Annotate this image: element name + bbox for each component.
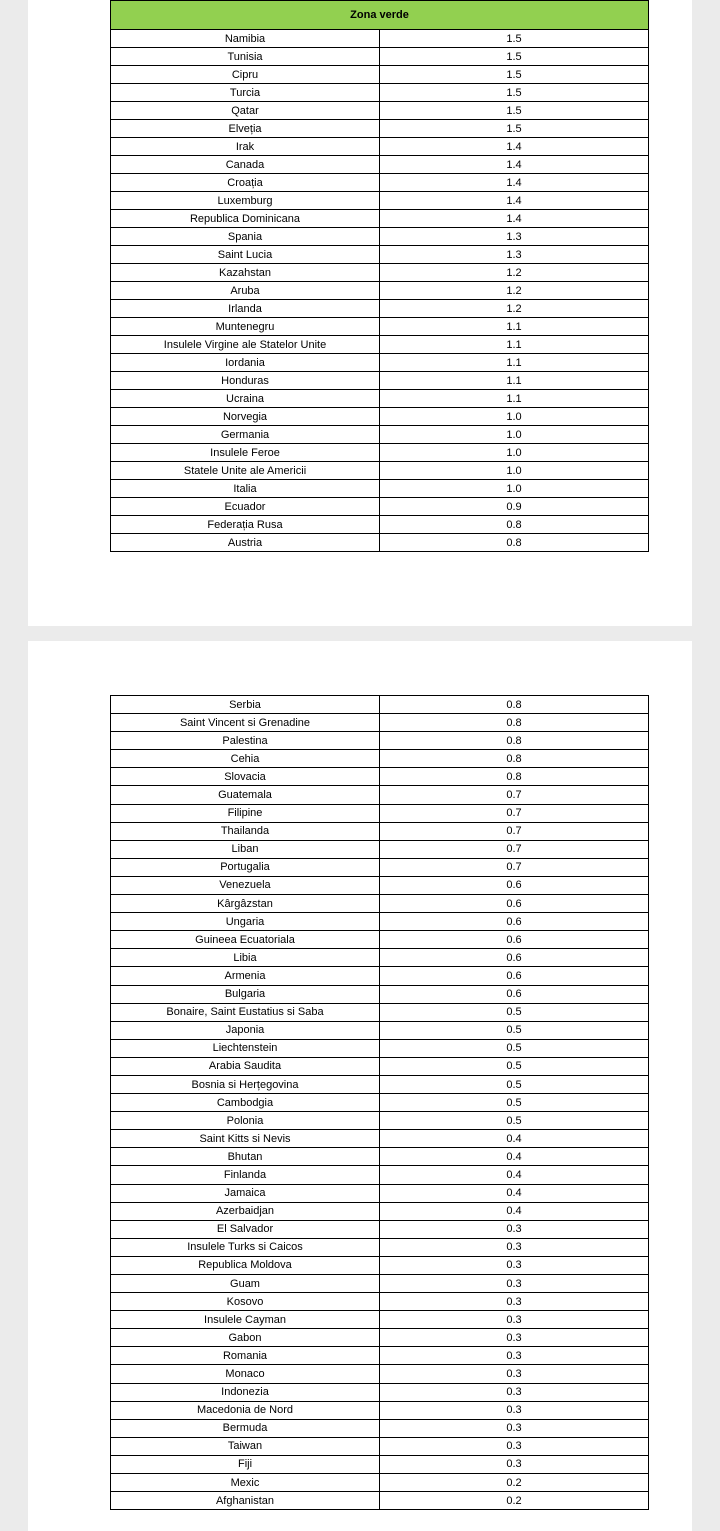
table-row <box>111 1347 649 1365</box>
country-cell: Azerbaidjan <box>111 1202 380 1220</box>
country-cell: Japonia <box>111 1021 380 1039</box>
table-row <box>111 1184 649 1202</box>
country-cell: Irak <box>111 138 380 156</box>
rate-cell: 1.4 <box>380 192 649 210</box>
rate-cell: 0.3 <box>380 1238 649 1256</box>
country-cell: Fiji <box>111 1455 380 1473</box>
table-row <box>111 804 649 822</box>
rate-cell: 1.4 <box>380 210 649 228</box>
rate-cell: 0.6 <box>380 967 649 985</box>
country-cell: Croația <box>111 174 380 192</box>
country-cell: Cehia <box>111 750 380 768</box>
table-row <box>111 372 649 390</box>
rate-cell: 1.5 <box>380 84 649 102</box>
rate-cell: 1.0 <box>380 408 649 426</box>
country-cell: Iordania <box>111 354 380 372</box>
rate-cell: 0.8 <box>380 732 649 750</box>
table-row <box>111 858 649 876</box>
table-row <box>111 228 649 246</box>
table-row <box>111 840 649 858</box>
rate-cell: 0.8 <box>380 534 649 552</box>
rate-cell: 0.8 <box>380 768 649 786</box>
rate-cell: 1.5 <box>380 102 649 120</box>
country-cell: Canada <box>111 156 380 174</box>
table-row <box>111 1057 649 1075</box>
rate-cell: 0.3 <box>380 1419 649 1437</box>
country-cell: Muntenegru <box>111 318 380 336</box>
country-cell: Afghanistan <box>111 1492 380 1510</box>
table-row <box>111 480 649 498</box>
country-cell: Ungaria <box>111 913 380 931</box>
country-cell: Insulele Cayman <box>111 1311 380 1329</box>
table-row <box>111 462 649 480</box>
table-row <box>111 336 649 354</box>
rate-cell: 1.4 <box>380 174 649 192</box>
rate-cell: 0.8 <box>380 516 649 534</box>
table-row <box>111 1039 649 1057</box>
country-cell: Finlanda <box>111 1166 380 1184</box>
rate-cell: 1.0 <box>380 480 649 498</box>
table-row <box>111 1148 649 1166</box>
rate-cell: 0.3 <box>380 1455 649 1473</box>
green-zone-table <box>110 0 649 552</box>
table-row <box>111 1021 649 1039</box>
rate-cell: 0.5 <box>380 1057 649 1075</box>
country-cell: Guineea Ecuatoriala <box>111 931 380 949</box>
rate-cell: 1.0 <box>380 462 649 480</box>
table-row <box>111 1293 649 1311</box>
rate-cell: 0.6 <box>380 913 649 931</box>
table-title: Zona verde <box>111 1 649 30</box>
table-row <box>111 1220 649 1238</box>
table-row <box>111 282 649 300</box>
table-row <box>111 1003 649 1021</box>
rate-cell: 0.3 <box>380 1293 649 1311</box>
country-cell: Filipine <box>111 804 380 822</box>
table-row <box>111 1401 649 1419</box>
country-cell: Ecuador <box>111 498 380 516</box>
table-row <box>111 714 649 732</box>
rate-cell: 0.6 <box>380 985 649 1003</box>
rate-cell: 0.6 <box>380 876 649 894</box>
table-body <box>111 30 649 552</box>
rate-cell: 0.4 <box>380 1130 649 1148</box>
country-cell: Insulele Virgine ale Statelor Unite <box>111 336 380 354</box>
rate-cell: 0.8 <box>380 714 649 732</box>
rate-cell: 0.3 <box>380 1256 649 1274</box>
rate-cell: 0.8 <box>380 696 649 714</box>
rate-cell: 1.5 <box>380 30 649 48</box>
table-row <box>111 408 649 426</box>
country-cell: Palestina <box>111 732 380 750</box>
rate-cell: 0.4 <box>380 1166 649 1184</box>
rate-cell: 0.6 <box>380 931 649 949</box>
table-row <box>111 426 649 444</box>
country-cell: Kârgâzstan <box>111 895 380 913</box>
country-cell: Luxemburg <box>111 192 380 210</box>
table-row <box>111 84 649 102</box>
table-row <box>111 66 649 84</box>
table-row <box>111 732 649 750</box>
table-row <box>111 174 649 192</box>
country-cell: Namibia <box>111 30 380 48</box>
table-body <box>111 696 649 1510</box>
table-row <box>111 498 649 516</box>
table-row <box>111 156 649 174</box>
country-cell: Ucraina <box>111 390 380 408</box>
rate-cell: 0.3 <box>380 1437 649 1455</box>
country-cell: Romania <box>111 1347 380 1365</box>
country-cell: Federația Rusa <box>111 516 380 534</box>
rate-cell: 0.5 <box>380 1112 649 1130</box>
country-cell: Thailanda <box>111 822 380 840</box>
country-cell: Spania <box>111 228 380 246</box>
table-row <box>111 534 649 552</box>
country-cell: Aruba <box>111 282 380 300</box>
table-row <box>111 822 649 840</box>
rate-cell: 0.7 <box>380 786 649 804</box>
table-row <box>111 246 649 264</box>
country-cell: Armenia <box>111 967 380 985</box>
country-cell: Cambodgia <box>111 1094 380 1112</box>
rate-cell: 0.3 <box>380 1383 649 1401</box>
country-cell: Macedonia de Nord <box>111 1401 380 1419</box>
table-row <box>111 1311 649 1329</box>
rate-cell: 1.2 <box>380 264 649 282</box>
rate-cell: 1.4 <box>380 138 649 156</box>
country-cell: Monaco <box>111 1365 380 1383</box>
country-cell: Venezuela <box>111 876 380 894</box>
rate-cell: 0.3 <box>380 1347 649 1365</box>
country-cell: Saint Lucia <box>111 246 380 264</box>
table-row <box>111 1419 649 1437</box>
table-header-row <box>111 1 649 30</box>
country-cell: Irlanda <box>111 300 380 318</box>
table-row <box>111 516 649 534</box>
table-row <box>111 48 649 66</box>
rate-cell: 1.2 <box>380 300 649 318</box>
country-cell: Saint Kitts si Nevis <box>111 1130 380 1148</box>
rate-cell: 1.2 <box>380 282 649 300</box>
country-cell: Guatemala <box>111 786 380 804</box>
table-row <box>111 318 649 336</box>
table-row <box>111 768 649 786</box>
country-cell: Liban <box>111 840 380 858</box>
rate-cell: 0.5 <box>380 1039 649 1057</box>
country-cell: Bulgaria <box>111 985 380 1003</box>
document-page-1 <box>28 0 692 626</box>
rate-cell: 0.5 <box>380 1021 649 1039</box>
country-cell: Republica Moldova <box>111 1256 380 1274</box>
country-cell: Liechtenstein <box>111 1039 380 1057</box>
table-row <box>111 1112 649 1130</box>
table-row <box>111 696 649 714</box>
country-cell: Qatar <box>111 102 380 120</box>
country-cell: Portugalia <box>111 858 380 876</box>
table-row <box>111 876 649 894</box>
table-row <box>111 895 649 913</box>
rate-cell: 0.3 <box>380 1401 649 1419</box>
country-cell: Turcia <box>111 84 380 102</box>
table-row <box>111 300 649 318</box>
rate-cell: 0.7 <box>380 804 649 822</box>
rate-cell: 0.3 <box>380 1311 649 1329</box>
country-cell: Mexic <box>111 1474 380 1492</box>
country-cell: Guam <box>111 1275 380 1293</box>
table-row <box>111 1275 649 1293</box>
table-row <box>111 1130 649 1148</box>
rate-cell: 1.1 <box>380 336 649 354</box>
rate-cell: 0.9 <box>380 498 649 516</box>
table-row <box>111 1094 649 1112</box>
rate-cell: 0.6 <box>380 949 649 967</box>
table-row <box>111 967 649 985</box>
country-cell: Honduras <box>111 372 380 390</box>
country-cell: Norvegia <box>111 408 380 426</box>
country-cell: Cipru <box>111 66 380 84</box>
table-row <box>111 1455 649 1473</box>
rate-cell: 1.1 <box>380 372 649 390</box>
document-page-2 <box>28 641 692 1531</box>
country-cell: Slovacia <box>111 768 380 786</box>
table-row <box>111 390 649 408</box>
rate-cell: 1.5 <box>380 120 649 138</box>
rate-cell: 0.4 <box>380 1202 649 1220</box>
table-row <box>111 1075 649 1093</box>
country-cell: Bermuda <box>111 1419 380 1437</box>
table-row <box>111 264 649 282</box>
rate-cell: 0.2 <box>380 1492 649 1510</box>
country-cell: Arabia Saudita <box>111 1057 380 1075</box>
country-cell: Insulele Turks si Caicos <box>111 1238 380 1256</box>
rate-cell: 0.5 <box>380 1094 649 1112</box>
table-row <box>111 444 649 462</box>
country-cell: Elveția <box>111 120 380 138</box>
country-cell: Gabon <box>111 1329 380 1347</box>
table-row <box>111 1383 649 1401</box>
country-cell: Italia <box>111 480 380 498</box>
table-row <box>111 1256 649 1274</box>
table-row <box>111 1202 649 1220</box>
rate-cell: 0.7 <box>380 822 649 840</box>
rate-cell: 0.3 <box>380 1365 649 1383</box>
country-cell: Kazahstan <box>111 264 380 282</box>
rate-cell: 0.4 <box>380 1184 649 1202</box>
country-cell: Kosovo <box>111 1293 380 1311</box>
rate-cell: 1.5 <box>380 66 649 84</box>
table-row <box>111 913 649 931</box>
table-row <box>111 192 649 210</box>
rate-cell: 0.3 <box>380 1220 649 1238</box>
table-row <box>111 1238 649 1256</box>
rate-cell: 0.5 <box>380 1075 649 1093</box>
rate-cell: 1.3 <box>380 246 649 264</box>
table-row <box>111 120 649 138</box>
rate-cell: 0.7 <box>380 840 649 858</box>
table-row <box>111 210 649 228</box>
table-row <box>111 750 649 768</box>
country-cell: Bhutan <box>111 1148 380 1166</box>
table-row <box>111 1474 649 1492</box>
table-row <box>111 30 649 48</box>
table-row <box>111 1437 649 1455</box>
table-row <box>111 1365 649 1383</box>
rate-cell: 0.7 <box>380 858 649 876</box>
table-row <box>111 1492 649 1510</box>
rate-cell: 0.3 <box>380 1329 649 1347</box>
country-cell: Tunisia <box>111 48 380 66</box>
rate-cell: 1.1 <box>380 354 649 372</box>
country-cell: Taiwan <box>111 1437 380 1455</box>
table-row <box>111 786 649 804</box>
table-row <box>111 138 649 156</box>
country-cell: El Salvador <box>111 1220 380 1238</box>
country-cell: Jamaica <box>111 1184 380 1202</box>
rate-cell: 1.5 <box>380 48 649 66</box>
rate-cell: 1.0 <box>380 444 649 462</box>
rate-cell: 0.4 <box>380 1148 649 1166</box>
country-cell: Bonaire, Saint Eustatius si Saba <box>111 1003 380 1021</box>
country-cell: Libia <box>111 949 380 967</box>
table-row <box>111 354 649 372</box>
rate-cell: 1.1 <box>380 390 649 408</box>
rate-cell: 1.4 <box>380 156 649 174</box>
rate-cell: 0.5 <box>380 1003 649 1021</box>
country-cell: Germania <box>111 426 380 444</box>
country-cell: Serbia <box>111 696 380 714</box>
country-cell: Austria <box>111 534 380 552</box>
rate-cell: 0.6 <box>380 895 649 913</box>
country-cell: Insulele Feroe <box>111 444 380 462</box>
country-cell: Indonezia <box>111 1383 380 1401</box>
country-cell: Republica Dominicana <box>111 210 380 228</box>
table-row <box>111 1166 649 1184</box>
rate-cell: 1.1 <box>380 318 649 336</box>
table-row <box>111 102 649 120</box>
country-cell: Statele Unite ale Americii <box>111 462 380 480</box>
rate-cell: 1.0 <box>380 426 649 444</box>
table-row <box>111 949 649 967</box>
rate-cell: 1.3 <box>380 228 649 246</box>
table-row <box>111 931 649 949</box>
green-zone-table-continued <box>110 695 649 1510</box>
rate-cell: 0.3 <box>380 1275 649 1293</box>
rate-cell: 0.8 <box>380 750 649 768</box>
table-row <box>111 1329 649 1347</box>
country-cell: Bosnia si Herțegovina <box>111 1075 380 1093</box>
table-row <box>111 985 649 1003</box>
country-cell: Polonia <box>111 1112 380 1130</box>
rate-cell: 0.2 <box>380 1474 649 1492</box>
country-cell: Saint Vincent si Grenadine <box>111 714 380 732</box>
